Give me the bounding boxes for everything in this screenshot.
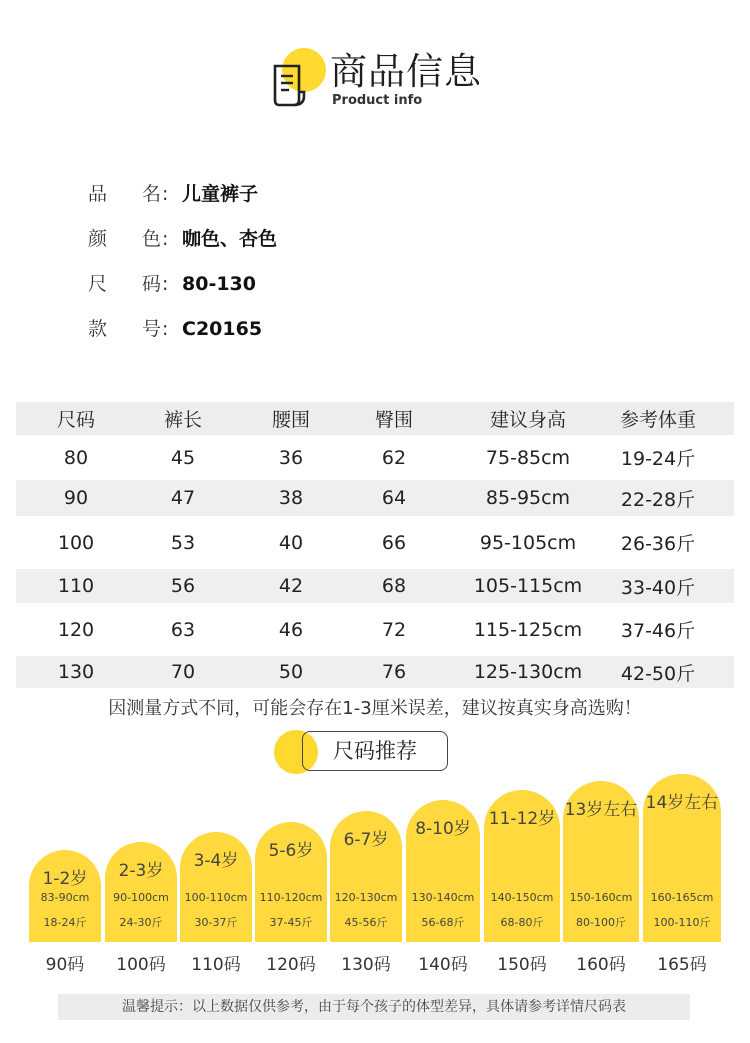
card-size-label: 160码 [576, 955, 626, 975]
size-card [255, 822, 327, 942]
table-cell: 22-28斤 [620, 488, 696, 511]
product-info-list [88, 180, 488, 360]
table-header-row [16, 402, 734, 435]
card-size-label: 120码 [266, 955, 316, 975]
card-size-label: 150码 [497, 955, 547, 975]
table-row [16, 656, 734, 688]
size-card [330, 811, 402, 942]
card-size-label: 140码 [418, 955, 468, 975]
table-cell: 37-46斤 [620, 620, 696, 642]
card-height-range: 120-130cm [334, 891, 398, 904]
info-key-char1: 颜 [88, 228, 108, 250]
card-age: 8-10岁 [415, 819, 471, 839]
tip-banner: 温馨提示：以上数据仅供参考，由于每个孩子的体型差异，具体请参考详情尺码表 [58, 994, 690, 1020]
info-colon: : [162, 318, 169, 340]
card-size-label: 130码 [341, 955, 391, 975]
card-weight-range: 56-68斤 [421, 916, 465, 929]
info-colon: : [162, 273, 169, 295]
size-card [29, 850, 101, 942]
card-weight-range: 24-30斤 [119, 916, 163, 929]
info-key-char2: 码 [142, 273, 162, 295]
table-cell: 56 [170, 575, 196, 597]
size-recommend-header [274, 730, 454, 772]
info-colon: : [162, 228, 169, 250]
table-cell: 33-40斤 [620, 576, 696, 599]
table-cell: 47 [170, 487, 196, 509]
card-weight-range: 30-37斤 [194, 916, 238, 929]
card-age: 1-2岁 [42, 869, 88, 889]
table-cell: 125-130cm [473, 661, 583, 683]
table-cell: 85-95cm [485, 487, 571, 509]
card-weight-range: 68-80斤 [500, 916, 544, 929]
size-table [16, 402, 734, 688]
table-cell: 26-36斤 [620, 533, 696, 555]
card-height-range: 160-165cm [650, 891, 714, 904]
card-age: 14岁左右 [645, 793, 719, 813]
info-value: 咖色、杏色 [182, 228, 278, 250]
table-cell: 72 [381, 618, 407, 641]
table-cell: 76 [381, 661, 407, 683]
card-height-range: 90-100cm [113, 891, 169, 904]
info-row-color [88, 225, 488, 270]
table-cell: 50 [278, 661, 304, 683]
info-row-style-number [88, 315, 488, 360]
card-age: 6-7岁 [343, 830, 389, 850]
table-header-cell: 尺码 [56, 409, 95, 431]
table-cell: 100 [57, 531, 95, 554]
table-header-cell: 建议身高 [489, 409, 566, 431]
info-row-name [88, 180, 488, 225]
table-cell: 66 [381, 531, 407, 554]
table-cell: 36 [278, 446, 304, 469]
card-height-range: 140-150cm [490, 891, 554, 904]
size-card [406, 800, 480, 942]
card-weight-range: 45-56斤 [344, 916, 388, 929]
info-value: 80-130 [182, 273, 256, 295]
card-height-range: 130-140cm [411, 891, 475, 904]
size-card [484, 790, 560, 942]
table-cell: 62 [381, 446, 407, 469]
table-cell: 64 [381, 487, 407, 509]
card-height-range: 150-160cm [569, 891, 633, 904]
table-cell: 42 [278, 575, 304, 597]
size-card [105, 842, 177, 942]
table-header-cell: 臀围 [374, 409, 413, 431]
table-row [16, 516, 734, 569]
recommend-title: 尺码推荐 [333, 739, 417, 763]
table-cell: 115-125cm [473, 618, 583, 641]
card-height-range: 100-110cm [184, 891, 248, 904]
info-key-char1: 品 [88, 183, 108, 205]
info-key-char2: 色 [142, 228, 162, 250]
info-key-char2: 名 [142, 183, 162, 205]
page-subtitle: Product info [332, 93, 423, 108]
card-age: 2-3岁 [118, 861, 164, 881]
card-weight-range: 80-100斤 [576, 916, 626, 929]
table-cell: 38 [278, 487, 304, 509]
section-header [268, 40, 528, 120]
table-row [16, 569, 734, 603]
table-cell: 105-115cm [473, 575, 583, 597]
document-icon [272, 62, 308, 108]
table-header-cell: 裤长 [163, 409, 202, 431]
card-height-range: 110-120cm [259, 891, 323, 904]
table-cell: 68 [381, 575, 407, 597]
table-cell: 95-105cm [479, 531, 577, 554]
info-key-char2: 号 [142, 318, 162, 340]
table-cell: 80 [63, 446, 89, 469]
table-cell: 70 [170, 661, 196, 683]
size-card [180, 832, 252, 942]
table-row [16, 435, 734, 480]
table-header-cell: 参考体重 [619, 409, 696, 431]
table-cell: 42-50斤 [620, 662, 696, 685]
card-size-label: 90码 [45, 955, 85, 975]
card-weight-range: 18-24斤 [43, 916, 87, 929]
card-height-range: 83-90cm [40, 891, 90, 904]
table-header-cell: 腰围 [271, 409, 310, 431]
info-key-char1: 款 [88, 318, 108, 340]
card-size-label: 165码 [657, 955, 707, 975]
info-value: 儿童裤子 [182, 183, 259, 205]
info-value: C20165 [182, 318, 263, 340]
info-colon: : [162, 183, 169, 205]
card-age: 3-4岁 [193, 851, 239, 871]
table-cell: 19-24斤 [620, 448, 696, 470]
table-cell: 130 [57, 661, 95, 683]
table-cell: 40 [278, 531, 304, 554]
table-row [16, 480, 734, 516]
card-weight-range: 37-45斤 [269, 916, 313, 929]
table-cell: 53 [170, 531, 196, 554]
card-age: 13岁左右 [564, 800, 638, 820]
card-age: 11-12岁 [488, 809, 556, 829]
table-cell: 75-85cm [485, 446, 571, 469]
info-row-size [88, 270, 488, 315]
size-card [563, 781, 639, 942]
table-cell: 45 [170, 446, 196, 469]
card-size-label: 100码 [116, 955, 166, 975]
info-key-char1: 尺 [88, 273, 108, 295]
measurement-note: 因测量方式不同，可能会存在1-3厘米误差，建议按真实身高选购！ [108, 698, 642, 719]
size-card [643, 774, 721, 942]
table-cell: 110 [57, 575, 95, 597]
table-cell: 46 [278, 618, 304, 641]
page-title: 商品信息 [330, 50, 482, 93]
card-weight-range: 100-110斤 [653, 916, 711, 929]
table-cell: 90 [63, 487, 89, 509]
table-cell: 63 [170, 618, 196, 641]
card-age: 5-6岁 [268, 841, 314, 861]
table-cell: 120 [57, 618, 95, 641]
card-size-label: 110码 [191, 955, 241, 975]
table-row [16, 603, 734, 656]
